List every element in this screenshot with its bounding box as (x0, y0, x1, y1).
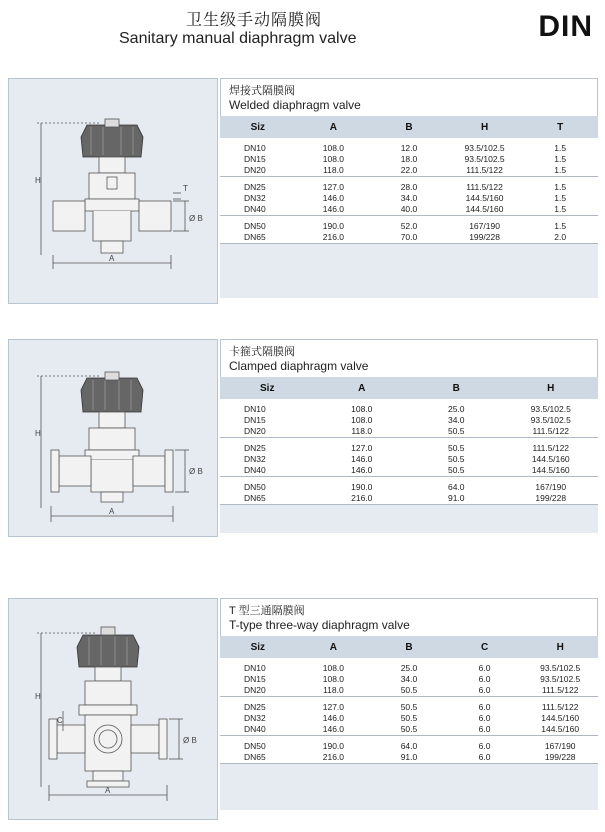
dim-label-c: C (57, 716, 63, 725)
value-cell: 6.0 (478, 713, 491, 723)
size-cell: DN32 (244, 713, 266, 723)
value-cell: 50.5 (371, 697, 447, 714)
value-cell: 146.0 (322, 204, 345, 214)
column-header: C (447, 636, 523, 658)
value-cell: 50.5 (400, 685, 418, 695)
value-cell: 1.5 (554, 165, 567, 175)
page-title-en: Sanitary manual diaphragm valve (119, 30, 357, 47)
value-cell: 144.5/160 (531, 454, 570, 464)
valve-drawing-clamped (8, 339, 218, 537)
column-header: A (296, 116, 372, 138)
table-header-row (220, 377, 598, 399)
section-title-en: T-type three-way diaphragm valve (229, 618, 410, 632)
column-header: H (447, 116, 523, 138)
valve-drawing-t-type (8, 598, 218, 820)
value-cell: 93.5/102.5 (540, 663, 581, 673)
column-header: B (409, 377, 504, 399)
dim-label-h: H (35, 692, 41, 701)
table-row (220, 426, 598, 438)
value-cell: 190.0 (296, 216, 372, 233)
value-cell: 50.5 (400, 713, 418, 723)
value-cell: 199/228 (535, 493, 567, 503)
value-cell: 108.0 (322, 154, 345, 164)
size-cell: DN65 (244, 232, 266, 242)
size-cell: DN32 (244, 193, 266, 203)
value-cell: 108.0 (322, 143, 345, 153)
spec-table (220, 636, 598, 763)
value-cell: 50.5 (400, 724, 418, 734)
size-cell: DN65 (244, 493, 266, 503)
column-header: Siz (220, 636, 296, 658)
value-cell: 1.5 (554, 204, 567, 214)
value-cell: 167/190 (522, 736, 598, 753)
welded-valve-drawing (9, 79, 219, 305)
value-cell: 108.0 (322, 674, 345, 684)
size-cell: DN50 (220, 216, 296, 233)
value-cell: 144.5/160 (531, 465, 570, 475)
value-cell: 144.5/160 (465, 193, 504, 203)
value-cell: 1.5 (522, 216, 598, 233)
section-title-cn: 焊接式隔膜阀 (229, 85, 295, 97)
column-header: H (504, 377, 599, 399)
section-title-en: Clamped diaphragm valve (229, 359, 369, 373)
value-cell: 34.0 (400, 193, 418, 203)
value-cell: 1.5 (554, 154, 567, 164)
value-cell: 199/228 (544, 752, 576, 762)
value-cell: 146.0 (322, 724, 345, 734)
value-cell: 1.5 (554, 193, 567, 203)
spec-table (220, 377, 598, 504)
table-row (220, 204, 598, 216)
value-cell: 167/190 (504, 477, 599, 494)
value-cell: 118.0 (323, 165, 344, 175)
value-cell: 1.5 (554, 143, 567, 153)
value-cell: 144.5/160 (465, 204, 504, 214)
dim-label-a: A (109, 507, 115, 516)
size-cell: DN10 (244, 404, 266, 414)
value-cell: 111.5/122 (466, 165, 503, 175)
t-type-valve-drawing (9, 599, 219, 821)
table-row (220, 399, 598, 415)
value-cell: 50.5 (447, 465, 465, 475)
value-cell: 127.0 (315, 438, 410, 455)
value-cell: 34.0 (447, 415, 465, 425)
table-filler (220, 504, 598, 533)
size-cell: DN15 (244, 154, 266, 164)
value-cell: 64.0 (409, 477, 504, 494)
section-title-en: Welded diaphragm valve (229, 98, 361, 112)
table-row (220, 736, 598, 753)
value-cell: 93.5/102.5 (464, 154, 505, 164)
table-row (220, 154, 598, 165)
table-filler (220, 243, 598, 298)
column-header: T (522, 116, 598, 138)
dim-label-b: Ø B (189, 214, 203, 223)
valve-drawing-welded (8, 78, 218, 304)
table-row (220, 415, 598, 426)
table-row (220, 713, 598, 724)
size-cell: DN40 (244, 724, 266, 734)
value-cell: 216.0 (322, 232, 345, 242)
value-cell: 190.0 (296, 736, 372, 753)
spec-table (220, 116, 598, 243)
size-cell: DN25 (220, 177, 296, 194)
size-cell: DN20 (244, 685, 266, 695)
value-cell: 2.0 (554, 232, 567, 242)
value-cell: 118.0 (323, 685, 344, 695)
value-cell: 127.0 (296, 697, 372, 714)
value-cell: 6.0 (478, 685, 491, 695)
value-cell: 70.0 (400, 232, 418, 242)
spec-clamped (220, 339, 598, 533)
value-cell: 216.0 (351, 493, 373, 503)
spec-t-type (220, 598, 598, 810)
value-cell: 146.0 (351, 465, 373, 475)
size-cell: DN25 (220, 438, 315, 455)
size-cell: DN20 (244, 426, 266, 436)
dim-label-h: H (35, 429, 41, 438)
column-header: A (296, 636, 372, 658)
value-cell: 93.5/102.5 (530, 415, 571, 425)
value-cell: 108.0 (351, 415, 373, 425)
value-cell: 40.0 (400, 204, 418, 214)
value-cell: 111.5/122 (541, 685, 579, 695)
value-cell: 146.0 (351, 454, 373, 464)
value-cell: 93.5/102.5 (530, 404, 571, 414)
table-row (220, 493, 598, 504)
value-cell: 50.5 (447, 454, 465, 464)
clamped-valve-drawing (9, 340, 219, 538)
value-cell: 93.5/102.5 (540, 674, 581, 684)
size-cell: DN32 (244, 454, 266, 464)
value-cell: 93.5/102.5 (464, 143, 505, 153)
table-filler (220, 763, 598, 810)
table-row (220, 216, 598, 233)
table-row (220, 138, 598, 154)
value-cell: 108.0 (322, 663, 345, 673)
table-row (220, 477, 598, 494)
value-cell: 108.0 (351, 404, 373, 414)
section-t-type (8, 598, 598, 820)
table-row (220, 697, 598, 714)
value-cell: 111.5/122 (447, 177, 523, 194)
table-row (220, 193, 598, 204)
value-cell: 50.5 (447, 426, 465, 436)
value-cell: 91.0 (447, 493, 465, 503)
value-cell: 1.5 (522, 177, 598, 194)
table-row (220, 438, 598, 455)
dim-label-b: Ø B (189, 467, 203, 476)
section-title (220, 339, 598, 377)
value-cell: 25.0 (447, 404, 465, 414)
value-cell: 146.0 (322, 713, 345, 723)
dim-label-b: Ø B (183, 736, 197, 745)
value-cell: 144.5/160 (541, 724, 580, 734)
column-header: A (315, 377, 410, 399)
table-row (220, 658, 598, 674)
table-row (220, 177, 598, 194)
value-cell: 34.0 (400, 674, 418, 684)
value-cell: 146.0 (322, 193, 345, 203)
value-cell: 6.0 (447, 736, 523, 753)
value-cell: 144.5/160 (541, 713, 580, 723)
size-cell: DN65 (244, 752, 266, 762)
size-cell: DN15 (244, 674, 266, 684)
column-header: Siz (220, 377, 315, 399)
value-cell: 111.5/122 (522, 697, 598, 714)
size-cell: DN15 (244, 415, 266, 425)
value-cell: 216.0 (322, 752, 345, 762)
spec-welded (220, 78, 598, 298)
value-cell: 25.0 (400, 663, 418, 673)
table-row (220, 685, 598, 697)
column-header: Siz (220, 116, 296, 138)
table-header-row (220, 636, 598, 658)
value-cell: 111.5/122 (504, 438, 599, 455)
size-cell: DN10 (244, 663, 266, 673)
table-row (220, 165, 598, 177)
value-cell: 6.0 (447, 697, 523, 714)
table-row (220, 232, 598, 243)
dim-label-t: T (183, 184, 188, 193)
section-title (220, 598, 598, 636)
dim-label-a: A (105, 786, 111, 795)
value-cell: 50.5 (409, 438, 504, 455)
value-cell: 118.0 (351, 426, 373, 436)
value-cell: 167/190 (447, 216, 523, 233)
value-cell: 190.0 (315, 477, 410, 494)
section-welded (8, 78, 598, 304)
value-cell: 22.0 (400, 165, 418, 175)
value-cell: 12.0 (400, 143, 418, 153)
column-header: H (522, 636, 598, 658)
table-header-row (220, 116, 598, 138)
value-cell: 6.0 (478, 674, 491, 684)
standard-badge: DIN (538, 10, 593, 43)
value-cell: 52.0 (371, 216, 447, 233)
column-header: B (371, 116, 447, 138)
table-row (220, 465, 598, 477)
size-cell: DN25 (220, 697, 296, 714)
size-cell: DN50 (220, 736, 296, 753)
size-cell: DN40 (244, 465, 266, 475)
table-row (220, 752, 598, 763)
value-cell: 199/228 (469, 232, 500, 242)
value-cell: 91.0 (400, 752, 418, 762)
page-title-cn: 卫生级手动隔膜阀 (186, 12, 323, 29)
value-cell: 6.0 (478, 724, 491, 734)
value-cell: 6.0 (478, 752, 491, 762)
table-row (220, 454, 598, 465)
value-cell: 28.0 (371, 177, 447, 194)
dim-label-h: H (35, 176, 41, 185)
section-title-cn: 卡箍式隔膜阀 (229, 346, 295, 358)
value-cell: 18.0 (400, 154, 418, 164)
value-cell: 64.0 (371, 736, 447, 753)
section-title (220, 78, 598, 116)
table-row (220, 674, 598, 685)
size-cell: DN50 (220, 477, 315, 494)
value-cell: 127.0 (296, 177, 372, 194)
value-cell: 6.0 (478, 663, 491, 673)
section-clamped (8, 339, 598, 537)
dim-label-a: A (109, 254, 115, 263)
column-header: B (371, 636, 447, 658)
value-cell: 111.5/122 (532, 426, 570, 436)
size-cell: DN10 (244, 143, 266, 153)
section-title-cn: T 型三通隔膜阀 (229, 605, 305, 617)
size-cell: DN40 (244, 204, 266, 214)
size-cell: DN20 (244, 165, 266, 175)
table-row (220, 724, 598, 736)
